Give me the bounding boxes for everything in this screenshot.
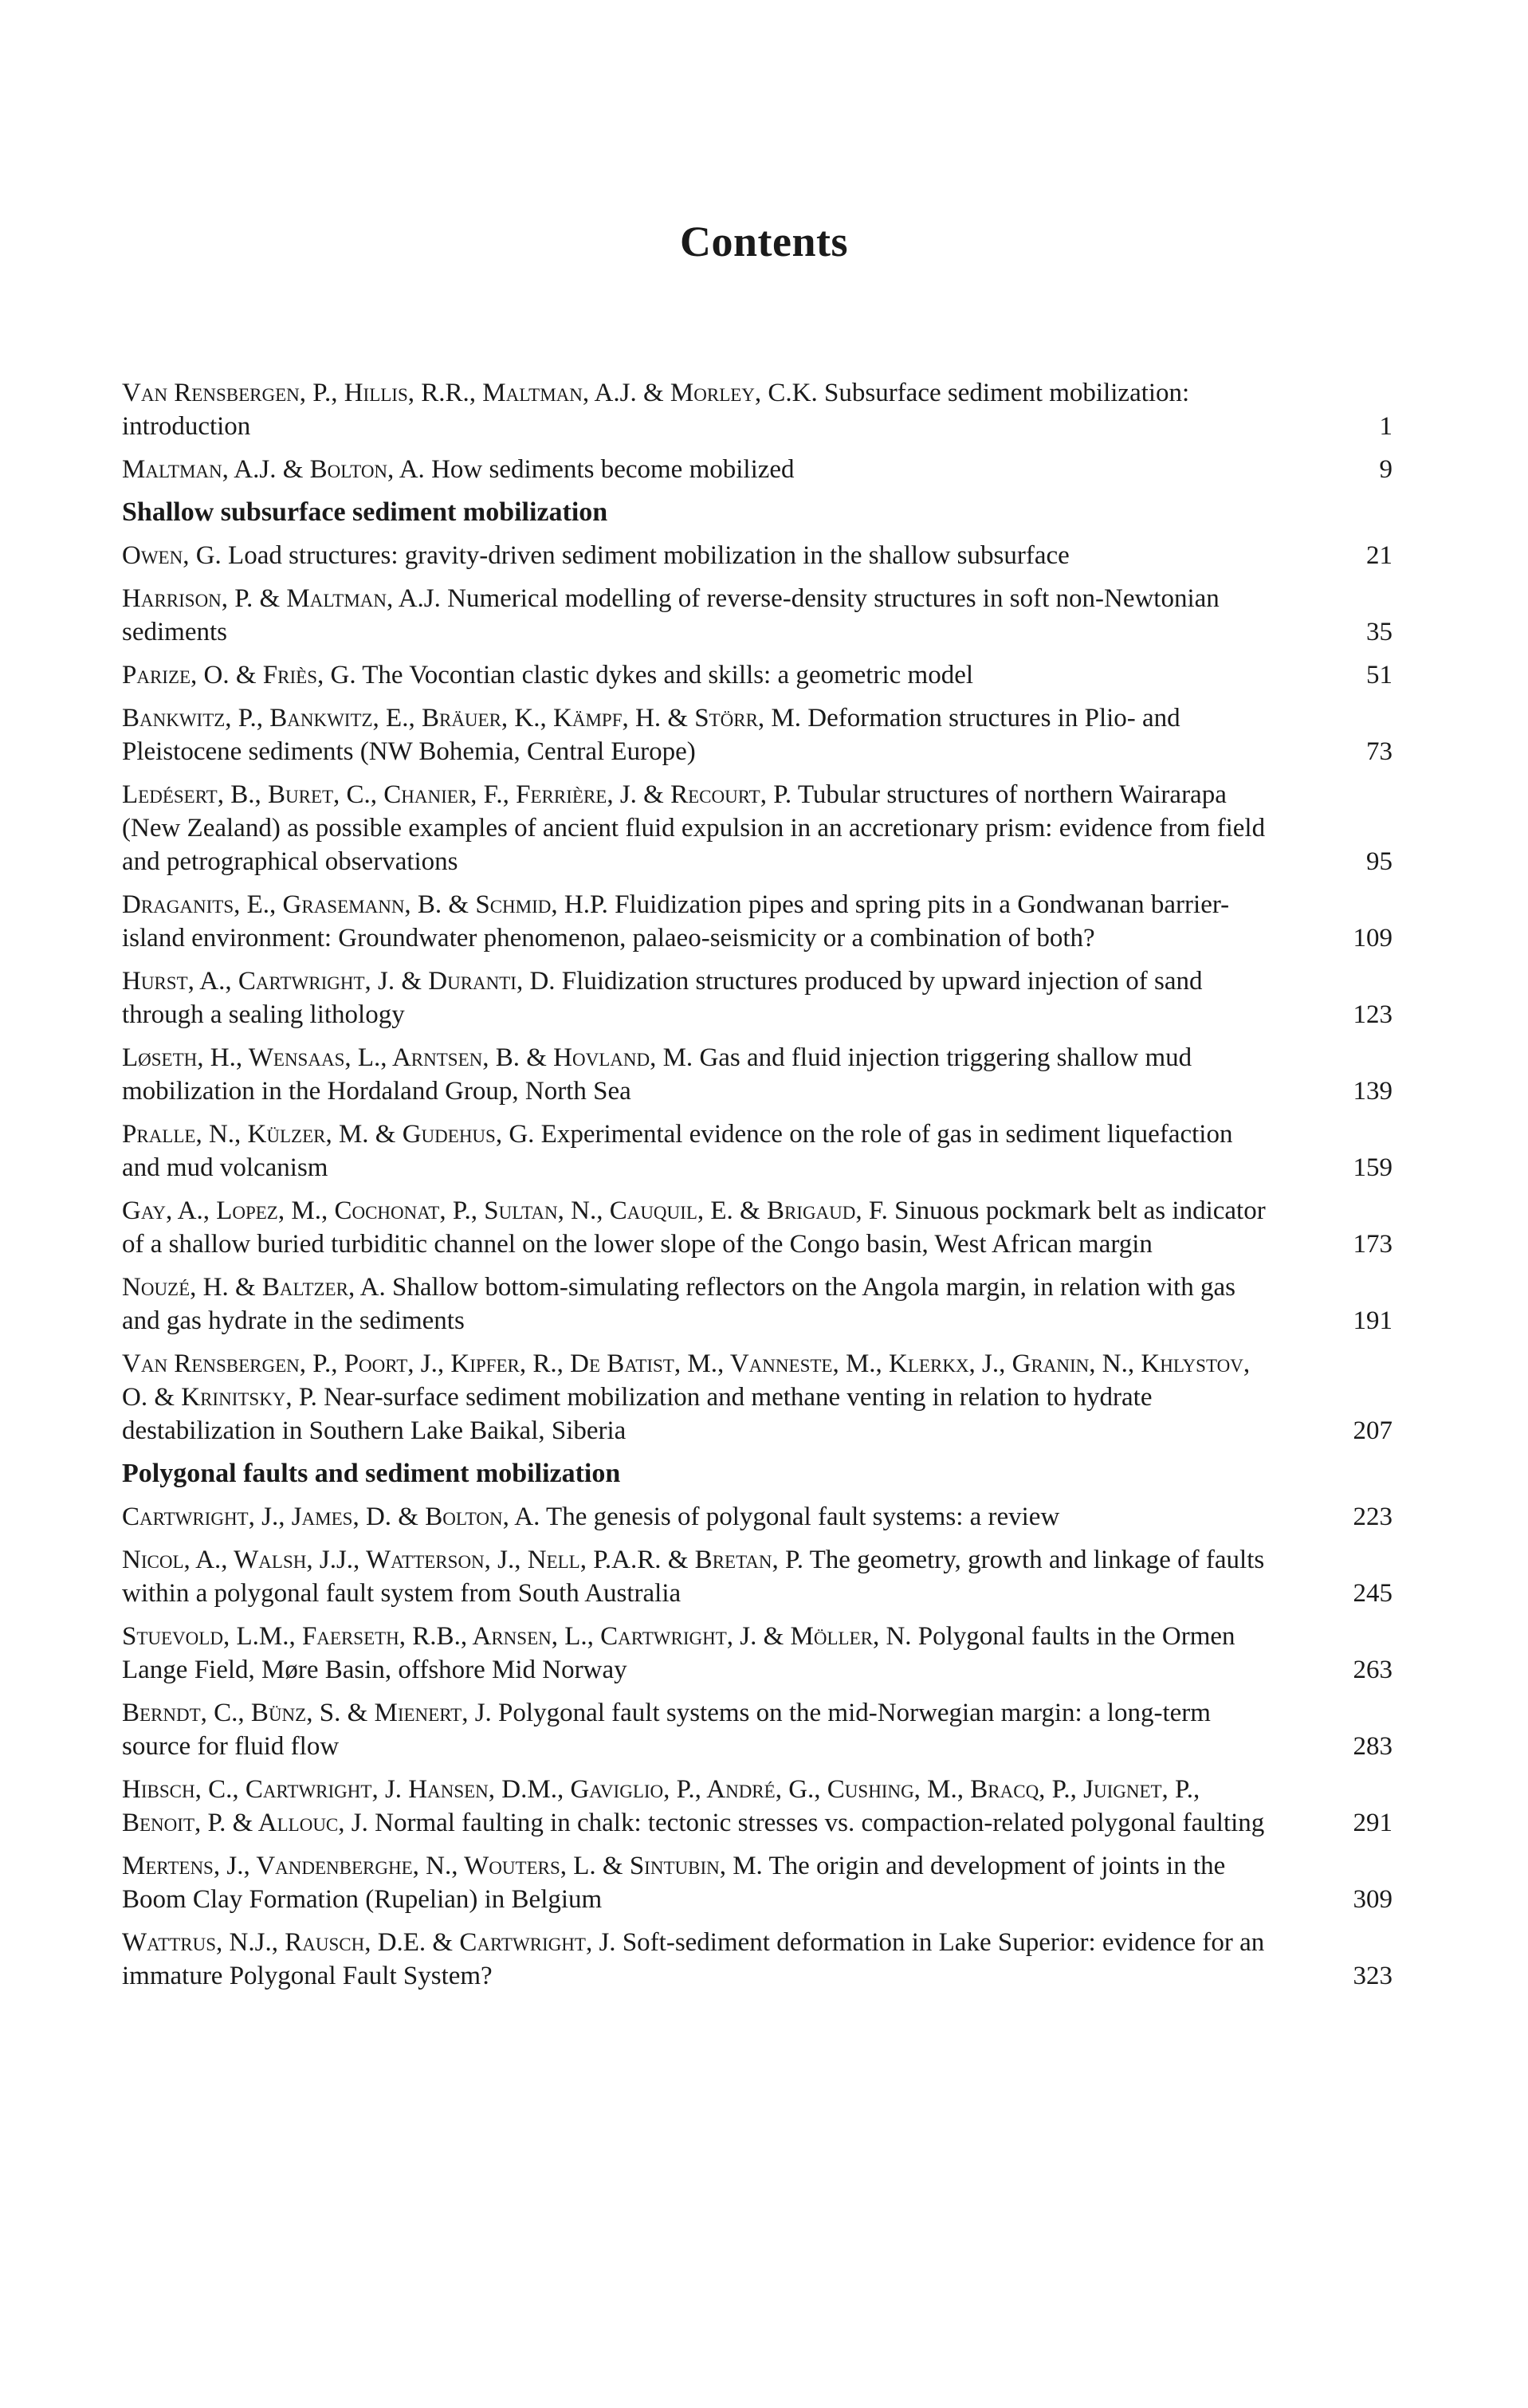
entry-title: Near-surface sediment mobilization and methane venting in relation to hydrate destabilization in Southern Lake Baikal, Siberia: [122, 1383, 1153, 1445]
entry-title: Tubular structures of northern Wairarapa (New Zealand) as possible examples of ancient fluid expulsion in an accretionary prism: evidence from field and petrographical observations: [122, 780, 1266, 876]
entry-text: [122, 1622, 1235, 1684]
entry-authors: Nouzé, H. & Baltzer, A.: [122, 1273, 386, 1302]
entry-text: [122, 1273, 1235, 1335]
entry-title: Soft-sediment deformation in Lake Superior: evidence for an immature Polygonal Fault System?: [122, 1928, 1265, 1990]
entry-title: Numerical modelling of reverse-density structures in soft non-Newtonian sediments: [122, 584, 1220, 646]
toc-entry[interactable]: [122, 701, 1392, 768]
entry-authors: Pralle, N., Külzer, M. & Gudehus, G.: [122, 1120, 535, 1149]
entry-page-number: 173: [1353, 1230, 1392, 1259]
entry-text: [122, 584, 1220, 646]
entry-text: [122, 455, 795, 484]
entry-title: The origin and development of joints in the Boom Clay Formation (Rupelian) in Belgium: [122, 1852, 1226, 1914]
entry-title: Gas and fluid injection triggering shallow mud mobilization in the Hordaland Group, North Sea: [122, 1043, 1192, 1106]
toc-entry[interactable]: [122, 376, 1392, 443]
entry-title: The Vocontian clastic dykes and skills: a geometric model: [362, 661, 974, 689]
section-heading: Shallow subsurface sediment mobilization: [122, 497, 608, 527]
entry-page-number: 191: [1353, 1306, 1392, 1335]
entry-text: [122, 379, 1189, 441]
toc-entry[interactable]: [122, 582, 1392, 649]
entry-title: Sinuous pockmark belt as indicator of a shallow buried turbiditic channel on the lower slope of the Congo basin, West African margin: [122, 1196, 1266, 1259]
entry-text: [122, 661, 973, 689]
entry-authors: Owen, G.: [122, 541, 222, 570]
entry-page-number: 21: [1366, 541, 1392, 570]
entry-title: Load structures: gravity-driven sediment mobilization in the shallow subsurface: [228, 541, 1070, 570]
entry-authors: Bankwitz, P., Bankwitz, E., Bräuer, K., Kämpf, H. & Störr, M.: [122, 704, 802, 733]
toc-entry[interactable]: [122, 1543, 1392, 1610]
entry-page-number: 9: [1379, 455, 1392, 484]
entry-authors: Van Rensbergen, P., Poort, J., Kipfer, R., De Batist, M., Vanneste, M., Klerkx, J., Granin, N., Khlystov, O. & Krinitsky, P.: [122, 1349, 1251, 1412]
entry-page-number: 223: [1353, 1503, 1392, 1531]
entry-text: [122, 780, 1265, 876]
entry-title: The geometry, growth and linkage of faults within a polygonal fault system from South Australia: [122, 1546, 1265, 1608]
entry-text: [122, 1196, 1266, 1259]
entry-page-number: 35: [1366, 618, 1392, 646]
entry-page-number: 109: [1353, 924, 1392, 953]
entry-title: Shallow bottom-simulating reflectors on the Angola margin, in relation with gas and gas hydrate in the sediments: [122, 1273, 1235, 1335]
entry-text: [122, 1503, 1059, 1531]
toc-entry[interactable]: [122, 1271, 1392, 1338]
entry-text: [122, 890, 1229, 953]
toc-entry[interactable]: [122, 453, 1392, 486]
entry-authors: Cartwright, J., James, D. & Bolton, A.: [122, 1503, 540, 1531]
entry-title: Subsurface sediment mobilization: introduction: [122, 379, 1190, 441]
toc-entry[interactable]: [122, 964, 1392, 1031]
entry-authors: Gay, A., Lopez, M., Cochonat, P., Sultan, N., Cauquil, E. & Brigaud, F.: [122, 1196, 888, 1225]
entry-authors: Stuevold, L.M., Faerseth, R.B., Arnsen, L., Cartwright, J. & Möller, N.: [122, 1622, 912, 1651]
toc-entry[interactable]: [122, 1849, 1392, 1916]
entry-authors: Nicol, A., Walsh, J.J., Watterson, J., Nell, P.A.R. & Bretan, P.: [122, 1546, 803, 1574]
entry-text: [122, 1928, 1264, 1990]
entry-authors: Hurst, A., Cartwright, J. & Duranti, D.: [122, 967, 556, 996]
toc-entry[interactable]: [122, 1041, 1392, 1108]
entry-authors: Maltman, A.J. & Bolton, A.: [122, 455, 425, 484]
entry-text: [122, 1852, 1225, 1914]
entry-text: [122, 1349, 1250, 1445]
entry-authors: Løseth, H., Wensaas, L., Arntsen, B. & Hovland, M.: [122, 1043, 693, 1072]
entry-title: Deformation structures in Plio- and Pleistocene sediments (NW Bohemia, Central Europe): [122, 704, 1180, 766]
section-heading: Polygonal faults and sediment mobilization: [122, 1459, 621, 1488]
entry-authors: Van Rensbergen, P., Hillis, R.R., Maltman, A.J. & Morley, C.K.: [122, 379, 818, 407]
entry-authors: Draganits, E., Grasemann, B. & Schmid, H.P.: [122, 890, 608, 919]
toc-entry[interactable]: [122, 1773, 1392, 1840]
entry-authors: Mertens, J., Vandenberghe, N., Wouters, L. & Sintubin, M.: [122, 1852, 763, 1880]
toc-entry[interactable]: [122, 778, 1392, 878]
entry-page-number: 51: [1366, 661, 1392, 689]
toc-entry[interactable]: [122, 888, 1392, 955]
toc-entry[interactable]: [122, 1926, 1392, 1993]
entry-title: How sediments become mobilized: [431, 455, 795, 484]
entry-text: [122, 1775, 1264, 1837]
entry-title: Polygonal faults in the Ormen Lange Field, Møre Basin, offshore Mid Norway: [122, 1622, 1235, 1684]
entry-authors: Parize, O. & Friès, G.: [122, 661, 356, 689]
entry-page-number: 1: [1379, 412, 1392, 441]
entry-text: [122, 967, 1203, 1029]
entry-page-number: 159: [1353, 1153, 1392, 1182]
entry-title: Fluidization structures produced by upward injection of sand through a sealing lithology: [122, 967, 1203, 1029]
entry-title: Normal faulting in chalk: tectonic stresses vs. compaction-related polygonal faulting: [375, 1809, 1265, 1837]
entry-authors: Berndt, C., Bünz, S. & Mienert, J.: [122, 1699, 492, 1727]
toc-entry[interactable]: [122, 1696, 1392, 1763]
entry-text: [122, 541, 1070, 570]
entry-text: [122, 1699, 1211, 1761]
toc-entry[interactable]: [122, 1500, 1392, 1534]
entry-text: [122, 1120, 1232, 1182]
entry-page-number: 139: [1353, 1077, 1392, 1106]
page-title: Contents: [679, 218, 848, 265]
entry-page-number: 323: [1353, 1962, 1392, 1990]
entry-page-number: 309: [1353, 1885, 1392, 1914]
toc-entry[interactable]: [122, 1620, 1392, 1687]
entry-page-number: 245: [1353, 1579, 1392, 1608]
toc-entry[interactable]: [122, 539, 1392, 572]
entry-text: [122, 704, 1180, 766]
entry-page-number: 283: [1353, 1732, 1392, 1761]
entry-page-number: 207: [1353, 1416, 1392, 1445]
entry-text: [122, 1043, 1192, 1106]
table-of-contents: [122, 376, 1392, 2002]
entry-authors: Ledésert, B., Buret, C., Chanier, F., Ferrière, J. & Recourt, P.: [122, 780, 792, 809]
entry-text: [122, 1546, 1264, 1608]
entry-page-number: 95: [1366, 847, 1392, 876]
entry-title: The genesis of polygonal fault systems: a review: [546, 1503, 1060, 1531]
entry-authors: Harrison, P. & Maltman, A.J.: [122, 584, 441, 613]
entry-authors: Hibsch, C., Cartwright, J. Hansen, D.M., Gaviglio, P., André, G., Cushing, M., Bracq, P., Juignet, P., Benoit, P. & Allouc, J.: [122, 1775, 1200, 1837]
entry-page-number: 291: [1353, 1809, 1392, 1837]
entry-page-number: 263: [1353, 1656, 1392, 1684]
entry-title: Fluidization pipes and spring pits in a Gondwanan barrier-island environment: Groundwater phenomenon, palaeo-seismicity or a combination of both?: [122, 890, 1230, 953]
entry-title: Polygonal fault systems on the mid-Norwegian margin: a long-term source for fluid flow: [122, 1699, 1211, 1761]
entry-title: Experimental evidence on the role of gas in sediment liquefaction and mud volcanism: [122, 1120, 1233, 1182]
toc-entry[interactable]: [122, 1118, 1392, 1184]
toc-entry[interactable]: [122, 1194, 1392, 1261]
entry-page-number: 73: [1366, 737, 1392, 766]
toc-entry[interactable]: [122, 1347, 1392, 1448]
entry-page-number: 123: [1353, 1000, 1392, 1029]
toc-entry[interactable]: [122, 658, 1392, 692]
entry-authors: Wattrus, N.J., Rausch, D.E. & Cartwright, J.: [122, 1928, 616, 1957]
